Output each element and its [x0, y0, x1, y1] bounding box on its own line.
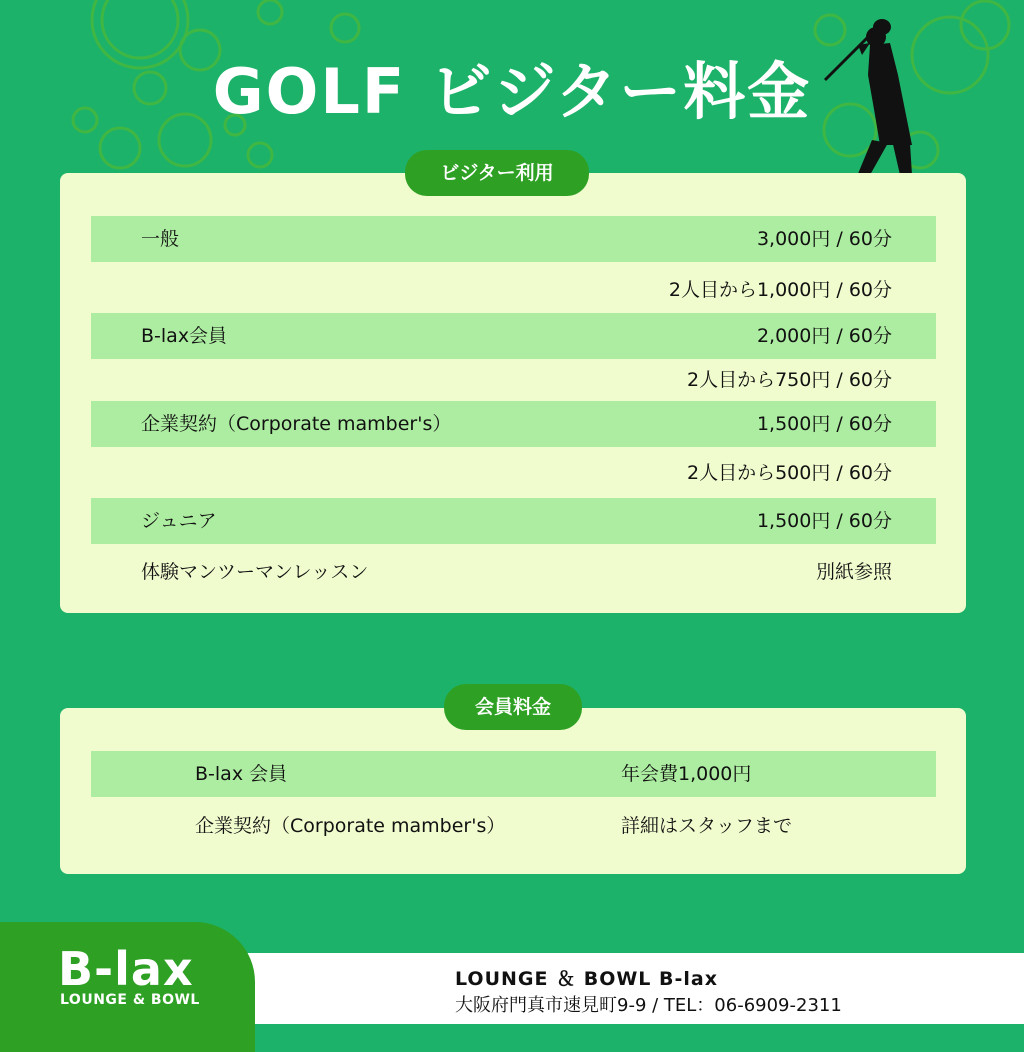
- membership-row-label: 企業契約（Corporate mamber's）: [195, 815, 506, 837]
- membership-row-value: 詳細はスタッフまで: [621, 815, 793, 837]
- membership-row: [91, 803, 936, 849]
- membership-row-label: B-lax 会員: [195, 763, 288, 785]
- venue-name: LOUNGE ＆ BOWL B-lax: [455, 968, 718, 990]
- price-row-value: 1,500円 / 60分: [756, 413, 892, 435]
- price-row: [91, 401, 936, 447]
- price-row-value: 2人目から1,000円 / 60分: [668, 279, 892, 301]
- price-row: [91, 498, 936, 544]
- price-row-value: 別紙参照: [815, 561, 892, 583]
- price-row: [91, 450, 936, 496]
- price-row-value: 1,500円 / 60分: [756, 510, 892, 532]
- membership-row-value: 年会費1,000円: [621, 763, 752, 785]
- page-title: GOLF ビジター料金: [212, 55, 812, 128]
- membership-section-header: 会員料金: [444, 684, 582, 730]
- price-row-label: 体験マンツーマンレッスン: [141, 561, 369, 583]
- price-row-label: B-lax会員: [141, 325, 228, 347]
- price-row: [91, 313, 936, 359]
- membership-row: [91, 751, 936, 797]
- brand-logo: B-lax: [58, 942, 194, 996]
- brand-logo-subtitle: LOUNGE & BOWL: [60, 992, 200, 1008]
- price-row-label: 企業契約（Corporate mamber's）: [141, 413, 452, 435]
- price-row-value: 2,000円 / 60分: [756, 325, 892, 347]
- price-row: [91, 267, 936, 313]
- visitor-section-header: ビジター利用: [405, 150, 589, 196]
- price-row-value: 3,000円 / 60分: [756, 228, 892, 250]
- price-row-value: 2人目から750円 / 60分: [686, 369, 892, 391]
- price-row: [91, 357, 936, 403]
- price-row-label: 一般: [141, 228, 180, 250]
- venue-address: 大阪府門真市速見町9-9 / TEL：06-6909-2311: [455, 995, 842, 1016]
- price-row: [91, 549, 936, 595]
- price-row: [91, 216, 936, 262]
- price-row-value: 2人目から500円 / 60分: [686, 462, 892, 484]
- price-row-label: ジュニア: [141, 510, 217, 532]
